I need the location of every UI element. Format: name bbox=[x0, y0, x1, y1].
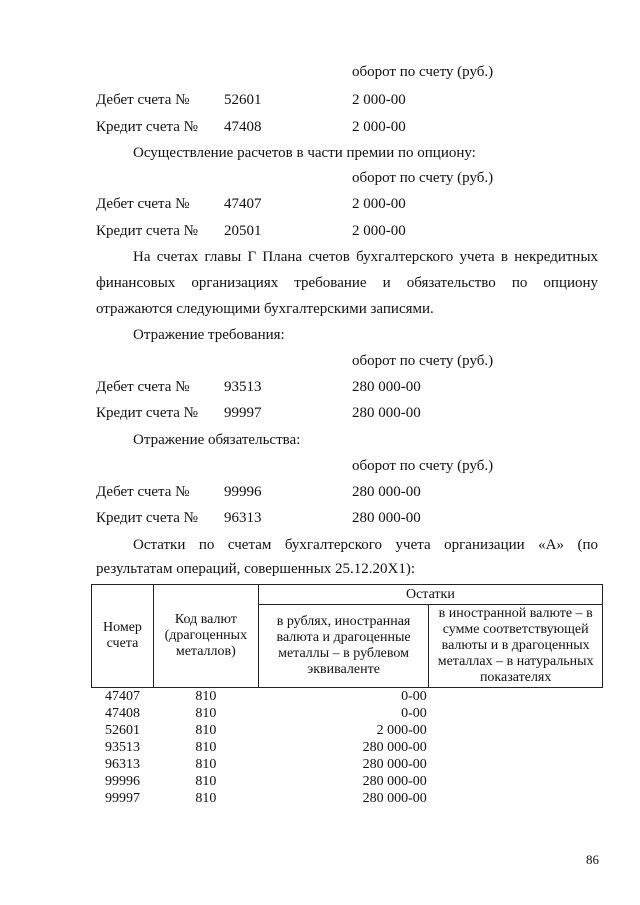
paragraph-word: в bbox=[500, 249, 509, 265]
cell-account: 99997 bbox=[104, 791, 140, 806]
entry-account: 20501 bbox=[224, 223, 262, 239]
cell-account: 93513 bbox=[104, 740, 140, 755]
cell-fx bbox=[429, 790, 603, 807]
paragraph-word: На bbox=[133, 249, 151, 265]
entry-label: Кредит счета № bbox=[96, 510, 198, 526]
paragraph-word: и bbox=[382, 275, 391, 291]
cell-fx bbox=[429, 688, 603, 706]
col-currency-header: Код валют (драгоценных металлов) bbox=[153, 585, 258, 688]
balances-intro-line-2: результатам операций, совершенных 25.12.20Х1): bbox=[96, 561, 416, 577]
cell-fx bbox=[429, 722, 603, 739]
paragraph-word: счетах bbox=[156, 249, 199, 265]
paragraph-word: «А» bbox=[538, 537, 565, 553]
balances-table bbox=[91, 584, 603, 807]
paragraph-word: счетам bbox=[227, 537, 272, 553]
claim-caption: Отражение требования: bbox=[133, 327, 285, 343]
paragraph-line-1 bbox=[133, 248, 598, 266]
cell-fx bbox=[429, 739, 603, 756]
table-row bbox=[92, 790, 603, 807]
entry-amount: 2 000-00 bbox=[352, 92, 406, 108]
table-row bbox=[92, 688, 603, 706]
col-fx-header: в иностранной валюте – в сумме соответствующей валюты и в драгоценных металлах – в натуральных показателях bbox=[429, 605, 603, 688]
cell-rub: 0-00 bbox=[401, 689, 427, 704]
entry-label: Кредит счета № bbox=[96, 223, 198, 239]
cell-rub: 280 000-00 bbox=[362, 791, 427, 806]
col-balances-header: Остатки bbox=[258, 585, 602, 605]
cell-account: 99996 bbox=[104, 774, 140, 789]
col-account-header: Номер счета bbox=[92, 585, 154, 688]
entry-amount: 2 000-00 bbox=[352, 223, 406, 239]
cell-rub: 280 000-00 bbox=[362, 757, 427, 772]
paragraph-word: некредитных bbox=[514, 249, 599, 265]
table-row bbox=[92, 705, 603, 722]
premium-caption: Осуществление расчетов в части премии по опциону: bbox=[133, 145, 476, 161]
entry-account: 99997 bbox=[224, 405, 262, 421]
turnover-header: оборот по счету (руб.) bbox=[352, 353, 494, 369]
cell-fx bbox=[429, 756, 603, 773]
paragraph-word: по bbox=[198, 537, 215, 553]
cell-currency: 810 bbox=[195, 706, 217, 721]
paragraph-word: организациях bbox=[191, 275, 279, 291]
paragraph-line-3: отражаются следующими бухгалтерскими записями. bbox=[96, 301, 434, 317]
paragraph-word: организации bbox=[444, 537, 525, 553]
entry-amount: 280 000-00 bbox=[352, 379, 421, 395]
table-row bbox=[92, 722, 603, 739]
cell-fx bbox=[429, 773, 603, 790]
cell-currency: 810 bbox=[195, 791, 217, 806]
turnover-header: оборот по счету (руб.) bbox=[352, 458, 494, 474]
cell-rub: 2 000-00 bbox=[376, 723, 427, 738]
balances-intro-line-1 bbox=[133, 536, 598, 554]
paragraph-word: финансовых bbox=[96, 275, 176, 291]
paragraph-word: по bbox=[511, 275, 528, 291]
table-row bbox=[92, 773, 603, 790]
paragraph-word: бухгалтерского bbox=[284, 537, 383, 553]
cell-rub: 280 000-00 bbox=[362, 774, 427, 789]
entry-account: 47408 bbox=[224, 119, 262, 135]
cell-rub: 280 000-00 bbox=[362, 740, 427, 755]
cell-currency: 810 bbox=[195, 723, 217, 738]
cell-currency: 810 bbox=[195, 689, 217, 704]
entry-amount: 280 000-00 bbox=[352, 484, 421, 500]
entry-account: 52601 bbox=[224, 92, 262, 108]
cell-currency: 810 bbox=[195, 774, 217, 789]
entry-label: Дебет счета № bbox=[96, 484, 190, 500]
entry-account: 93513 bbox=[224, 379, 262, 395]
paragraph-word: учета bbox=[395, 537, 431, 553]
paragraph-word: учета bbox=[459, 249, 495, 265]
paragraph-word: обязательство bbox=[406, 275, 496, 291]
cell-currency: 810 bbox=[195, 740, 217, 755]
paragraph-word: Остатки bbox=[133, 537, 186, 553]
turnover-header: оборот по счету (руб.) bbox=[352, 170, 494, 186]
entry-label: Кредит счета № bbox=[96, 119, 198, 135]
paragraph-word: опциону bbox=[543, 275, 599, 291]
paragraph-word: счетов bbox=[308, 249, 350, 265]
paragraph-word: требование bbox=[294, 275, 367, 291]
cell-account: 47407 bbox=[104, 689, 140, 704]
entry-label: Дебет счета № bbox=[96, 379, 190, 395]
entry-account: 47407 bbox=[224, 196, 262, 212]
cell-account: 47408 bbox=[104, 706, 140, 721]
entry-account: 99996 bbox=[224, 484, 262, 500]
entry-label: Кредит счета № bbox=[96, 405, 198, 421]
cell-account: 52601 bbox=[104, 723, 140, 738]
paragraph-word: (по bbox=[577, 537, 599, 553]
cell-fx bbox=[429, 705, 603, 722]
entry-amount: 280 000-00 bbox=[352, 510, 421, 526]
paragraph-word: бухгалтерского bbox=[356, 249, 454, 265]
cell-currency: 810 bbox=[195, 757, 217, 772]
liability-caption: Отражение обязательства: bbox=[133, 432, 301, 448]
paragraph-word: Г bbox=[247, 249, 257, 265]
entry-account: 96313 bbox=[224, 510, 262, 526]
table-row bbox=[92, 739, 603, 756]
col-rub-header: в рублях, иностранная валюта и драгоценные металлы – в рублевом эквиваленте bbox=[258, 605, 429, 688]
paragraph-line-2 bbox=[96, 274, 598, 292]
entry-amount: 2 000-00 bbox=[352, 119, 406, 135]
paragraph-word: Плана bbox=[262, 249, 303, 265]
entry-amount: 2 000-00 bbox=[352, 196, 406, 212]
entry-label: Дебет счета № bbox=[96, 92, 190, 108]
entry-label: Дебет счета № bbox=[96, 196, 190, 212]
entry-amount: 280 000-00 bbox=[352, 405, 421, 421]
cell-rub: 0-00 bbox=[401, 706, 427, 721]
table-row bbox=[92, 756, 603, 773]
turnover-header: оборот по счету (руб.) bbox=[352, 64, 494, 80]
cell-account: 96313 bbox=[104, 757, 140, 772]
page-number: 86 bbox=[586, 852, 599, 867]
paragraph-word: главы bbox=[204, 249, 242, 265]
